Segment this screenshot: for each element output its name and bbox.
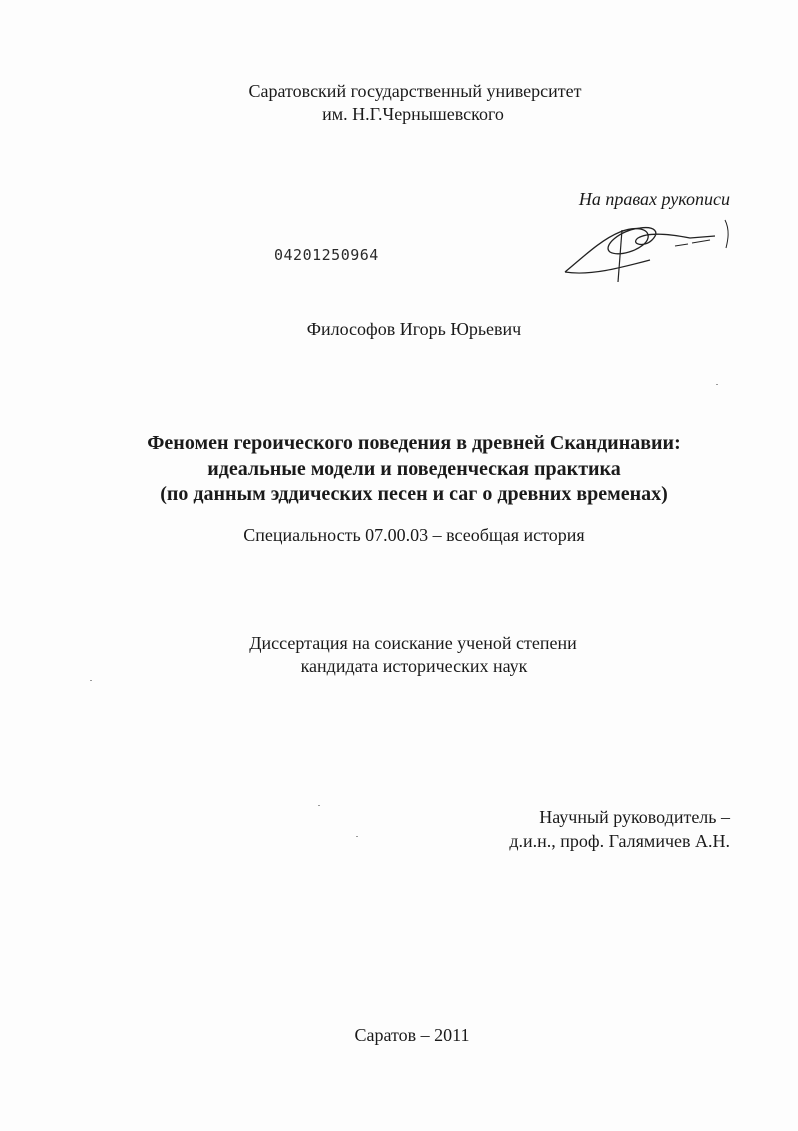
author-name: Философов Игорь Юрьевич: [306, 319, 522, 339]
manuscript-rights-note: На правах рукописи: [578, 189, 730, 209]
place-and-year: Саратов – 2011: [354, 1025, 470, 1045]
scan-speck: [716, 384, 718, 385]
degree-line-1: Диссертация на соискание ученой степени: [249, 633, 577, 653]
scan-speck: [356, 836, 358, 837]
advisor-label: Научный руководитель –: [539, 807, 730, 827]
dissertation-title-line-3: (по данным эддических песен и саг о древних временах): [160, 483, 668, 505]
scan-speck: [90, 680, 92, 681]
scan-speck: [318, 805, 320, 806]
dissertation-title-line-1: Феномен героического поведения в древней Скандинавии:: [147, 432, 681, 454]
university-name: Саратовский государственный университет: [248, 81, 582, 101]
university-named-after: им. Н.Г.Чернышевского: [322, 104, 504, 124]
degree-line-2: кандидата исторических наук: [300, 656, 528, 676]
dissertation-title-line-2: идеальные модели и поведенческая практика: [207, 458, 621, 480]
handwritten-signature: [560, 210, 735, 285]
specialty: Специальность 07.00.03 – всеобщая история: [243, 525, 585, 545]
advisor-name: д.и.н., проф. Галямичев А.Н.: [509, 831, 730, 851]
registry-code: 04201250964: [274, 246, 379, 264]
